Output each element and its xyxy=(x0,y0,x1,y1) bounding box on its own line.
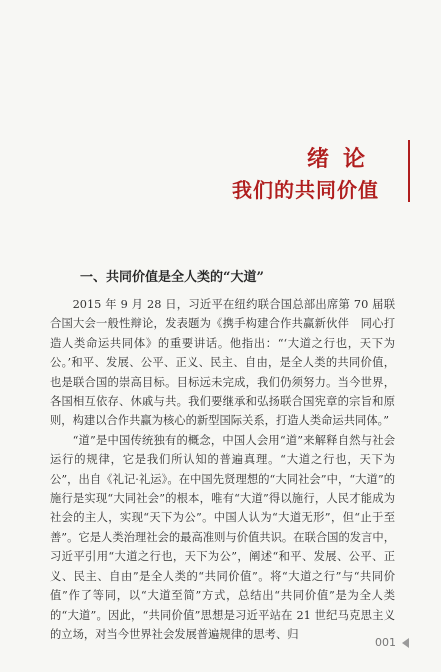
section-heading: 一、共同价值是全人类的“大道” xyxy=(80,270,264,285)
chapter-title: 绪论 xyxy=(306,146,379,172)
page-marker-arrow-icon xyxy=(402,638,409,648)
chapter-subtitle: 我们的共同价值 xyxy=(232,178,379,202)
paragraph-1: 2015 年 9 月 28 日，习近平在纽约联合国总部出席第 70 届联合国大会一般性辩论，发表题为《携手构建合作共赢新伙伴 同心打造人类命运共同体》的重要讲话。他指出：“‘大道之行也，天下为公。’和平、发展、公平、正义、民主、自由，是全人类的共同价值，也是联合国的崇高目标。目标远未完成，我们仍须努力。当今世界，各国相互依存、休戚与共。我们要继承和弘扬联合国宪章的宗旨和原则，构建以合作共赢为核心的新型国际关系，打造人类命运共同体。” xyxy=(50,298,395,428)
paragraph-2: “道”是中国传统独有的概念，中国人会用“道”来解释自然与社会运行的规律，它是我们所认知的普遍真理。“大道之行也，天下为公”，出自《礼记·礼运》。在中国先贤理想的“大同社会”中，“大道”的施行是实现“大同社会”的根本，唯有“大道”得以施行，人民才能成为社会的主人，实现“天下为公”。中国人认为“大道无形”，但“止于至善”。它是人类治理社会的最高准则与价值共识。在联合国的发言中，习近平引用“大道之行也，天下为公”，阐述“和平、发展、公平、正义、民主、自由”是全人类的“共同价值”。将“大道之行”与“共同价值”作了等同，以“大道至简”方式，总结出“共同价值”是为全人类的“大道”。因此，“共同价值”思想是习近平站在 21 世纪马克思主义的立场，对当今世界社会发展普遍规律的思考、归 xyxy=(50,433,395,641)
title-divider-rule xyxy=(408,140,410,202)
page-number: 001 xyxy=(375,636,396,649)
body-text xyxy=(50,295,395,644)
